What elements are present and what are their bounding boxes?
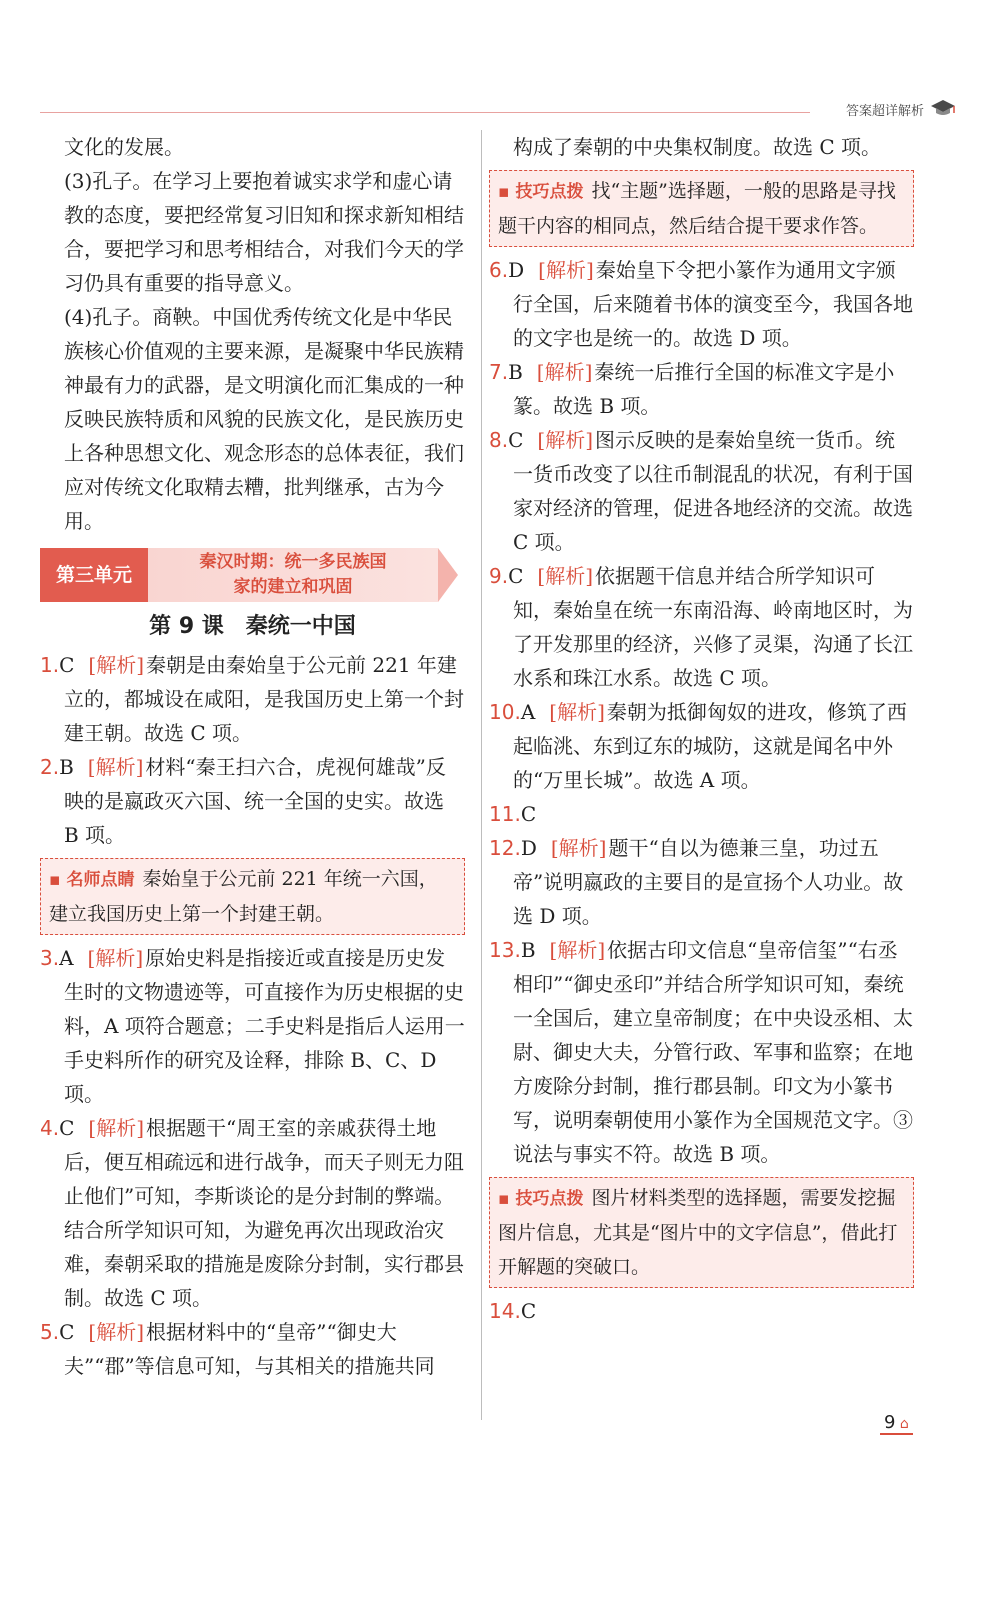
unit-banner	[40, 548, 465, 602]
tip-box-skill-2	[489, 1177, 914, 1288]
answer-item-7: 7.B [解析] 秦统一后推行全国的标准文字是小篆。故选 B 项。	[489, 360, 895, 418]
tip-label: ▪ 名师点睛	[49, 870, 134, 890]
paragraph-continued: 构成了秦朝的中央集权制度。故选 C 项。	[513, 135, 882, 159]
answer-item-8: 8.C [解析] 图示反映的是秦始皇统一货币。统一货币改变了以往币制混乱的状况，有利于国家对经济的管理，促进各地经济的交流。故选 C 项。	[489, 428, 913, 554]
tip-text: 图片材料类型的选择题，需要发挖掘图片信息，尤其是“图片中的文字信息”，借此打开解题的突破口。	[498, 1187, 898, 1278]
answer-item-2: 2.B [解析] 材料“秦王扫六合，虎视何雄哉”反映的是嬴政灭六国、统一全国的史实。故选 B 项。	[40, 755, 446, 847]
banner-arrow-icon	[438, 548, 458, 602]
answer-item-10: 10.A [解析] 秦朝为抵御匈奴的进攻，修筑了西起临洮、东到辽东的城防，这就是闻名中外的“万里长城”。故选 A 项。	[489, 700, 907, 792]
tip-text: 找“主题”选择题，一般的思路是寻找题干内容的相同点，然后结合提干要求作答。	[498, 180, 896, 237]
unit-title	[148, 548, 438, 602]
column-divider	[481, 130, 482, 1420]
paragraph-3: (3)孔子。在学习上要抱着诚实求学和虚心请教的态度，要把经常复习旧知和探求新知相结合，要把学习和思考相结合，对我们今天的学习仍具有重要的指导意义。	[64, 169, 464, 295]
answer-item-14: 14.C	[489, 1299, 537, 1323]
answer-item-9: 9.C [解析] 依据题干信息并结合所学知识可知，秦始皇在统一东南沿海、岭南地区时，为了开发那里的经济，兴修了灵渠，沟通了长江水系和珠江水系。故选 C 项。	[489, 564, 913, 690]
tip-text: 秦始皇于公元前 221 年统一六国，建立我国历史上第一个封建王朝。	[49, 868, 438, 925]
unit-title-line-1: 秦汉时期：统一多民族国	[199, 552, 387, 572]
header-label: 答案超详解析	[845, 104, 924, 119]
answer-item-4: 4.C [解析] 根据题干“周王室的亲戚获得土地后，便互相疏远和进行战争，而天子则无力阻止他们”可知，李斯谈论的是分封制的弊端。结合所学知识可知，为避免再次出现政治灾难，秦朝采取的措施是废除分封制，实行郡县制。故选 C 项。	[40, 1116, 464, 1310]
header-rule	[40, 112, 810, 113]
tip-box-teacher	[40, 858, 465, 935]
tip-label: ▪ 技巧点拨	[498, 1189, 583, 1209]
answer-item-3: 3.A [解析] 原始史料是指接近或直接是历史发生时的文物遗迹等，可直接作为历史根据的史料，A 项符合题意；二手史料是指后人运用一手史料所作的研究及诠释，排除 B、C、D 项。	[40, 946, 465, 1106]
graduation-cap-icon	[930, 98, 956, 118]
answer-item-1: 1.C [解析] 秦朝是由秦始皇于公元前 221 年建立的，都城设在咸阳，是我国历史上第一个封建王朝。故选 C 项。	[40, 653, 464, 745]
paragraph-4: (4)孔子。商鞅。中国优秀传统文化是中华民族核心价值观的主要来源，是凝聚中华民族精神最有力的武器，是文明演化而汇集成的一种反映民族特质和风貌的民族文化，是民族历史上各种思想文化、观念形态的总体表征，我们应对传统文化取精去糟，批判继承，古为今用。	[64, 305, 464, 533]
lesson-title: 第 9 课 秦统一中国	[149, 614, 356, 639]
right-column	[489, 130, 914, 1328]
answer-item-5: 5.C [解析] 根据材料中的“皇帝”“御史大夫”“郡”等信息可知，与其相关的措施共同	[40, 1320, 435, 1378]
answer-item-12: 12.D [解析] 题干“自以为德兼三皇，功过五帝”说明嬴政的主要目的是宣扬个人功业。故选 D 项。	[489, 836, 904, 928]
answer-item-13: 13.B [解析] 依据古印文信息“皇帝信玺”“右丞相印”“御史丞印”并结合所学知识可知，秦统一全国后，建立皇帝制度；在中央设丞相、太尉、御史大夫，分管行政、军事和监察；在地方废除分封制，推行郡县制。印文为小篆书写，说明秦朝使用小篆作为全国规范文字。③说法与事实不符。故选 B 项。	[489, 938, 913, 1166]
answer-item-11: 11.C	[489, 802, 537, 826]
page-number: 9 ⌂	[880, 1412, 913, 1435]
tip-box-skill-1	[489, 170, 914, 247]
unit-tag: 第三单元	[40, 548, 148, 602]
tip-label: ▪ 技巧点拨	[498, 182, 583, 202]
left-column	[40, 130, 465, 1383]
paragraph-intro: 文化的发展。	[64, 135, 184, 159]
unit-title-line-2: 家的建立和巩固	[233, 577, 353, 597]
answer-item-6: 6.D [解析] 秦始皇下令把小篆作为通用文字颁行全国，后来随着书体的演变至今，我国各地的文字也是统一的。故选 D 项。	[489, 258, 913, 350]
